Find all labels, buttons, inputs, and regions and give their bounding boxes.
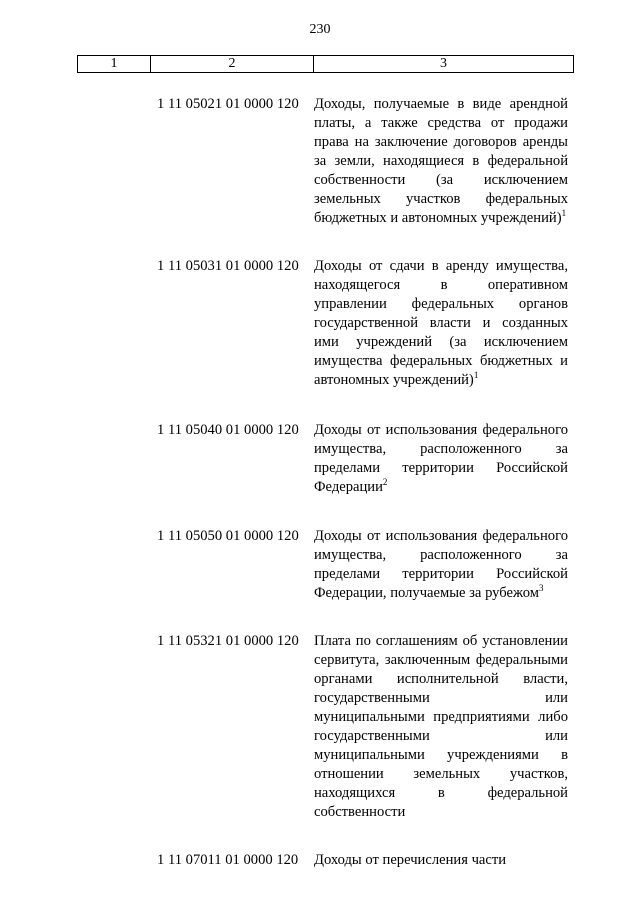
revenue-code: 1 11 07011 01 0000 120 [157, 852, 299, 868]
column-header-2: 2 [151, 56, 314, 73]
table-row [0, 851, 640, 870]
description-text: Доходы от использования федерального имущества, расположенного за пределами территории Российской Федерации, получаемые за рубежом [314, 528, 568, 601]
description-text: Доходы от сдачи в аренду имущества, находящегося в оперативном управлении федеральных органов государственной власти и созданных ими учреждений (за исключением имущества федеральных бюджетных и автономных учреждений) [314, 258, 568, 388]
revenue-description [314, 95, 568, 228]
revenue-code: 1 11 05040 01 0000 120 [157, 422, 299, 438]
table-row [0, 632, 640, 822]
footnote-marker: 3 [538, 583, 544, 594]
description-text: Доходы, получаемые в виде арендной платы, а также средства от продажи права на заключение договоров аренды за земли, находящиеся в федеральной собственности (за исключением земельных участков федеральных бюджетных и автономных учреждений) [314, 96, 568, 226]
revenue-code: 1 11 05031 01 0000 120 [157, 258, 299, 274]
table-row [0, 421, 640, 497]
revenue-description [314, 527, 568, 603]
footnote-marker: 1 [473, 370, 479, 381]
revenue-description [314, 257, 568, 390]
description-text: Доходы от перечисления части [314, 852, 507, 868]
footnote-marker: 2 [382, 477, 388, 488]
page-number: 230 [309, 22, 331, 37]
revenue-code: 1 11 05021 01 0000 120 [157, 96, 299, 112]
description-text: Доходы от использования федерального имущества, расположенного за пределами территории Российской Федерации [314, 422, 568, 495]
column-header-table [77, 55, 574, 73]
description-text: Плата по соглашениям об установлении сервитута, заключенным федеральными органами исполнительной власти, государственными или муниципальными предприятиями либо государственными или муниципальными учреждениями в отношении земельных участков, находящихся в федеральной собственности [314, 633, 568, 820]
column-header-3: 3 [314, 56, 574, 73]
table-row [0, 257, 640, 390]
column-header-row [78, 56, 574, 73]
revenue-code: 1 11 05050 01 0000 120 [157, 528, 299, 544]
footnote-marker: 1 [561, 208, 567, 219]
table-row [0, 95, 640, 228]
revenue-description [314, 632, 568, 822]
revenue-code: 1 11 05321 01 0000 120 [157, 633, 299, 649]
column-header-1: 1 [78, 56, 151, 73]
table-row [0, 527, 640, 603]
revenue-code-list [0, 95, 640, 870]
revenue-description [314, 851, 568, 870]
revenue-description [314, 421, 568, 497]
